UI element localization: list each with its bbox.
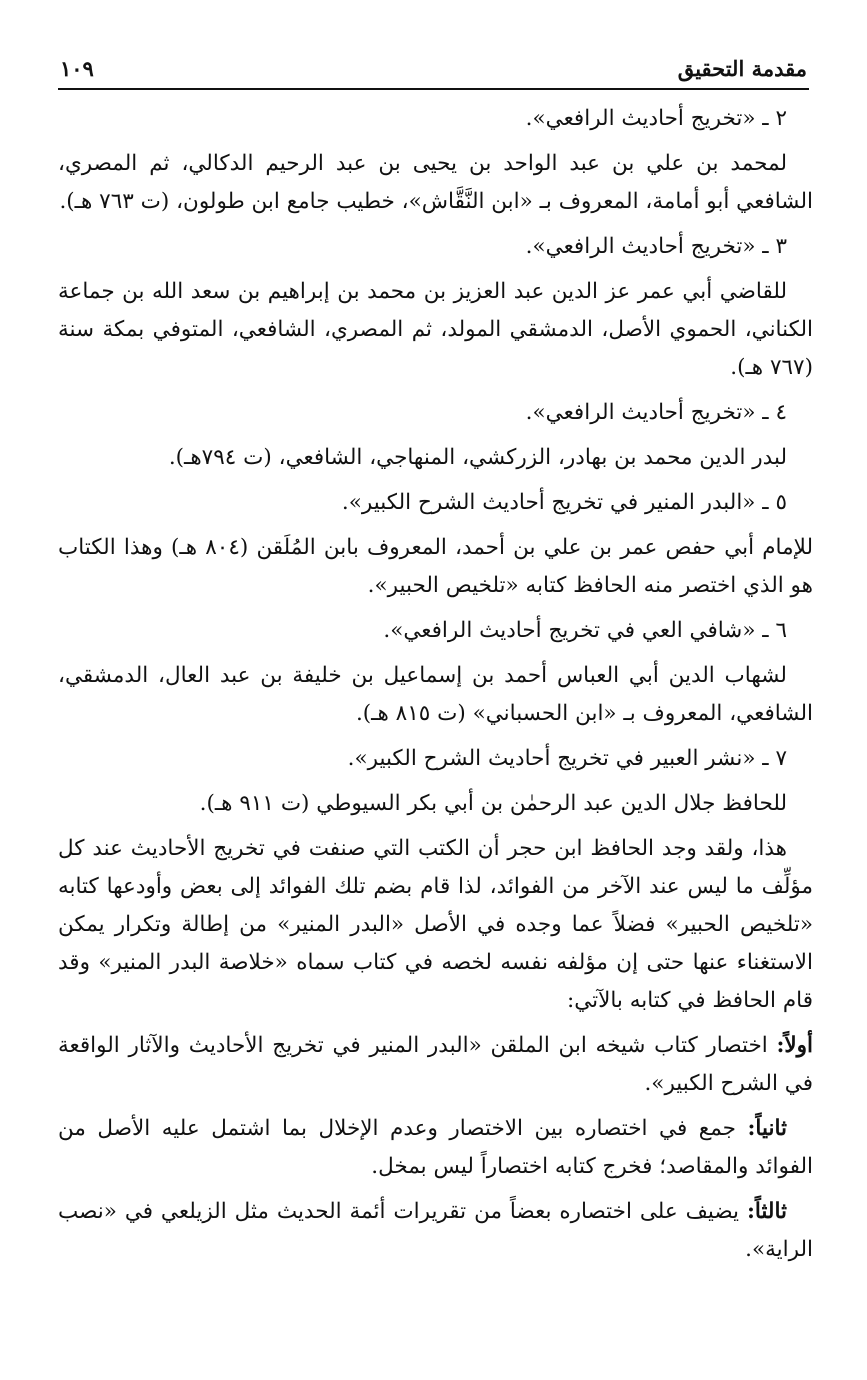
item-heading-4: ٤ ـ «تخريج أحاديث الرافعي». [525,400,787,425]
item-heading-2: ٢ ـ «تخريج أحاديث الرافعي». [525,106,787,131]
item-body-5: للإمام أبي حفص عمر بن علي بن أحمد، المعروف بابن المُلَقن (٨٠٤ هـ) وهذا الكتاب هو الذي اختصر منه الحافظ كتابه «تلخيص الحبير». [58,535,814,598]
item-body-6: لشهاب الدين أبي العباس أحمد بن إسماعيل بن خليفة بن عبد العال، الدمشقي، الشافعي، المعروف بـ «ابن الحسباني» (ت ٨١٥ هـ). [58,663,813,726]
point-second-text: جمع في اختصاره بين الاختصار وعدم الإخلال بما اشتمل عليه الأصل من الفوائد والمقاصد؛ فخرج كتابه اختصاراً ليس بمخل. [58,1116,813,1179]
point-third-text: يضيف على اختصاره بعضاً من تقريرات أئمة الحديث مثل الزيلعي في «نصب الراية». [58,1199,813,1262]
point-first-lead: أولاً: [776,1033,813,1058]
page-number: ١٠٩ [60,56,94,81]
item-heading-3: ٣ ـ «تخريج أحاديث الرافعي». [525,234,787,259]
item-body-4: لبدر الدين محمد بن بهادر، الزركشي، المنهاجي، الشافعي، (ت ٧٩٤هـ). [168,445,787,470]
item-heading-5: ٥ ـ «البدر المنير في تخريج أحاديث الشرح الكبير». [341,490,787,515]
item-heading-6: ٦ ـ «شافي العي في تخريج أحاديث الرافعي». [383,618,787,643]
summary-paragraph: هذا، ولقد وجد الحافظ ابن حجر أن الكتب التي صنفت في تخريج الأحاديث عند كل مؤلِّف ما ليس عند الآخر من الفوائد، لذا قام بضم تلك الفوائد إلى بعض وأودعها كتابه «تلخيص الحبير» فضلاً عما وجده في الأصل «البدر المنير» من إطالة وتكرار يمكن الاستغناء عنها حتى إن مؤلفه نفسه لخصه في كتاب سماه «خلاصة البدر المنير» وقد قام الحافظ في كتابه بالآتي: [58,836,813,1013]
point-third [58,1193,813,1269]
running-header [58,54,809,90]
item-heading-7: ٧ ـ «نشر العبير في تخريج أحاديث الشرح الكبير». [347,746,787,771]
header-title: مقدمة التحقيق [677,56,807,81]
item-body-3: للقاضي أبي عمر عز الدين عبد العزيز بن محمد بن إبراهيم بن سعد الله بن جماعة الكناني، الحموي الأصل، الدمشقي المولد، ثم المصري، الشافعي، المتوفي بمكة سنة (٧٦٧ هـ). [58,279,813,380]
point-first [58,1027,813,1103]
page-body [58,100,813,1340]
point-second-lead: ثانياً: [747,1116,787,1141]
item-body-2: لمحمد بن علي بن عبد الواحد بن يحيى بن عبد الرحيم الدكالي، ثم المصري، الشافعي أبو أمامة، المعروف بـ «ابن النَّقَّاش»، خطيب جامع ابن طولون، (ت ٧٦٣ هـ). [58,151,813,214]
point-second [58,1110,813,1186]
item-body-7: للحافظ جلال الدين عبد الرحمٰن بن أبي بكر السيوطي (ت ٩١١ هـ). [199,791,787,816]
point-third-lead: ثالثاً: [746,1199,787,1224]
point-first-text: اختصار كتاب شيخه ابن الملقن «البدر المنير في تخريج الأحاديث والآثار الواقعة في الشرح الكبير». [58,1033,813,1096]
